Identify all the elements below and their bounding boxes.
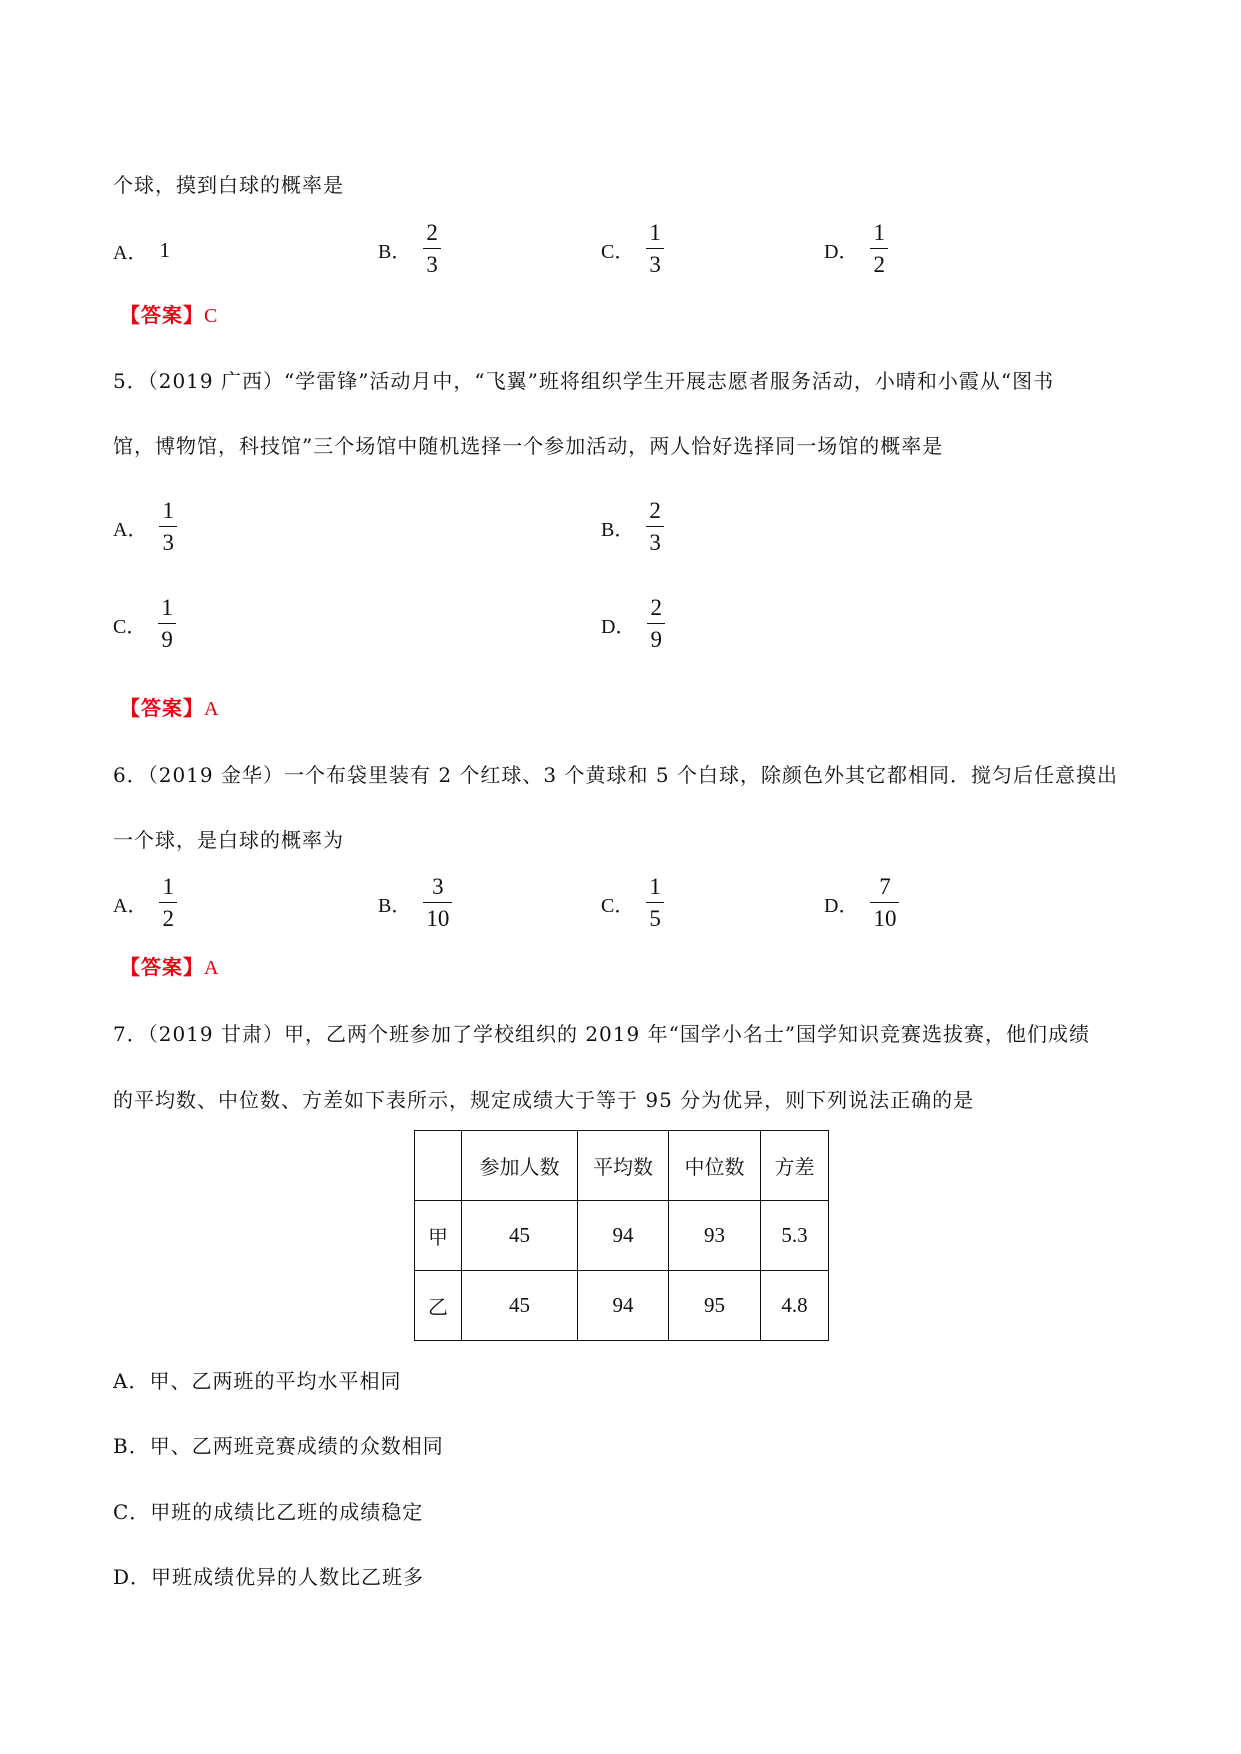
table-header-cell: 方差 [761,1131,829,1201]
q5-stem-line2: 馆，博物馆，科技馆”三个场馆中随机选择一个参加活动，两人恰好选择同一场馆的概率是 [113,434,944,458]
table-row [415,1271,829,1341]
q5-stem-line1: 5．（2019 广西）“学雷锋”活动月中，“飞翼”班将组织学生开展志愿者服务活动，小晴和小霞从“图书 [113,369,1055,393]
table-header-cell: 参加人数 [462,1131,578,1201]
numerator: 2 [650,595,662,620]
q5-option-c [113,595,176,653]
fraction [646,220,664,278]
q7-option-a: A．甲、乙两班的平均水平相同 [113,1369,402,1393]
fraction-bar [870,248,888,249]
table-header-row [415,1131,829,1201]
q4-option-d [824,220,888,278]
option-letter: D． [824,894,859,917]
q4-answer [120,303,218,328]
fraction [870,874,899,932]
denominator: 5 [649,906,661,931]
answer-tag: 【答案】 [120,303,204,327]
table-cell: 甲 [415,1201,462,1271]
fraction [423,874,452,932]
option-letter: D． [601,615,636,638]
denominator: 3 [162,530,174,555]
fraction-bar [423,248,441,249]
q7-stem-line1: 7．（2019 甘肃）甲，乙两个班参加了学校组织的 2019 年“国学小名士”国学知识竞赛选拔赛，他们成绩 [113,1022,1091,1046]
option-letter: D． [824,240,859,263]
q4-option-b [378,220,441,278]
denominator: 2 [162,906,174,931]
option-letter: C． [113,615,147,638]
table-cell: 93 [669,1201,761,1271]
q6-option-a [113,874,177,932]
fraction-bar [646,902,664,903]
table-row [415,1201,829,1271]
table-cell: 5.3 [761,1201,829,1271]
answer-tag: 【答案】 [120,955,204,979]
denominator: 9 [161,627,173,652]
q5-answer [120,696,219,721]
q6-option-c [601,874,664,932]
table-header-cell: 平均数 [578,1131,669,1201]
numerator: 1 [873,220,885,245]
q6-stem-line1: 6．（2019 金华）一个布袋里装有 2 个红球、3 个黄球和 5 个白球，除颜色外其它都相同．搅匀后任意摸出 [113,763,1118,787]
option-value: 1 [159,238,170,262]
numerator: 1 [649,220,661,245]
fraction-bar [423,902,452,903]
option-letter: A． [113,894,148,917]
fraction-bar [159,902,177,903]
numerator: 2 [426,220,438,245]
option-letter: B． [378,894,412,917]
fraction-bar [646,526,664,527]
answer-tag: 【答案】 [120,696,204,720]
numerator: 1 [161,595,173,620]
q5-option-a [113,498,177,556]
table-cell: 45 [462,1271,578,1341]
q5-option-d [601,595,665,653]
fraction [159,498,177,556]
numerator: 1 [649,874,661,899]
table-cell: 94 [578,1201,669,1271]
option-letter: B． [378,240,412,263]
answer-value: A [204,698,220,720]
denominator: 9 [650,627,662,652]
denominator: 3 [649,530,661,555]
fraction [159,874,177,932]
q7-option-b: B．甲、乙两班竞赛成绩的众数相同 [113,1434,444,1458]
denominator: 3 [426,252,438,277]
table-cell: 乙 [415,1271,462,1341]
table-header-cell: 中位数 [669,1131,761,1201]
q7-stem-line2: 的平均数、中位数、方差如下表所示，规定成绩大于等于 95 分为优异，则下列说法正确的是 [113,1088,975,1112]
table-cell: 95 [669,1271,761,1341]
fraction [158,595,176,653]
denominator: 3 [649,252,661,277]
fraction-bar [646,248,664,249]
q6-option-b [378,874,452,932]
option-letter: B． [601,518,635,541]
q7-option-c: C．甲班的成绩比乙班的成绩稳定 [113,1500,424,1524]
table-cell: 94 [578,1271,669,1341]
fraction-bar [158,623,176,624]
table-header-cell [415,1131,462,1201]
denominator: 10 [426,906,450,931]
q6-answer [120,955,219,980]
table-cell: 45 [462,1201,578,1271]
numerator: 2 [649,498,661,523]
option-letter: A． [113,518,148,541]
answer-value: C [204,305,219,327]
fraction [647,595,665,653]
fraction [646,498,664,556]
q6-option-d [824,874,899,932]
option-letter: C． [601,894,635,917]
fraction [646,874,664,932]
answer-value: A [204,957,220,979]
q6-stem-line2: 一个球，是白球的概率为 [113,828,344,852]
statistics-table [414,1130,829,1341]
fraction [870,220,888,278]
q4-option-a [113,236,170,265]
option-letter: A． [113,242,148,264]
table-cell: 4.8 [761,1271,829,1341]
fraction-bar [647,623,665,624]
option-letter: C． [601,240,635,263]
denominator: 2 [873,252,885,277]
numerator: 7 [879,874,891,899]
numerator: 1 [162,874,174,899]
q4-option-c [601,220,664,278]
fraction-bar [159,526,177,527]
numerator: 1 [162,498,174,523]
q4-stem-tail: 个球，摸到白球的概率是 [113,173,344,197]
denominator: 10 [873,906,897,931]
fraction [423,220,441,278]
q5-option-b [601,498,664,556]
numerator: 3 [432,874,444,899]
fraction-bar [870,902,899,903]
q7-option-d: D．甲班成绩优异的人数比乙班多 [113,1565,425,1589]
